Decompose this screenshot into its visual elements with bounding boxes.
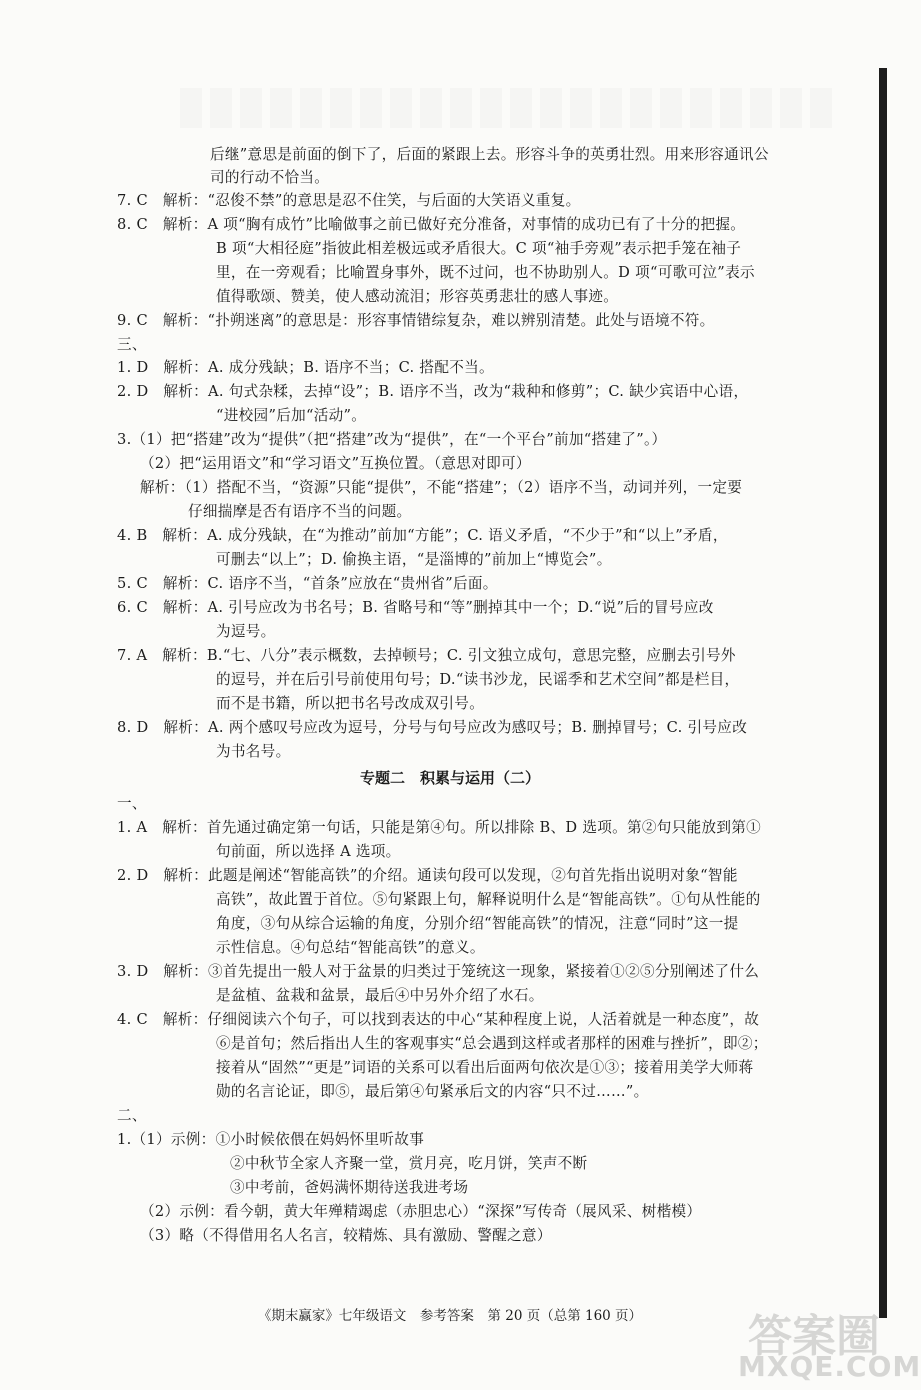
text-line: 3.（1）把“搭建”改为“提供”（把“搭建”改为“提供”，在“一个平台”前加“搭建了”。） bbox=[117, 431, 667, 448]
text-line: 9. C 解析：“扑朔迷离”的意思是：形容事情错综复杂，难以辨别清楚。此处与语境不符。 bbox=[117, 312, 715, 329]
text-line: 值得歌颂、赞美，使人感动流泪；形容英勇悲壮的感人事迹。 bbox=[216, 288, 619, 305]
text-line: 1. D 解析：A. 成分残缺；B. 语序不当；C. 搭配不当。 bbox=[117, 359, 494, 376]
text-line: （2）把“运用语文”和“学习语文”互换位置。（意思对即可） bbox=[140, 455, 531, 472]
text-line: 7. A 解析：B.“七、八分”表示概数，去掉顿号；C. 引文独立成句，意思完整，应删去引号外 bbox=[117, 647, 736, 664]
text-line: 司的行动不恰当。 bbox=[210, 169, 330, 186]
text-line: 2. D 解析：A. 句式杂糅，去掉“设”；B. 语序不当，改为“栽种和修剪”；C. 缺少宾语中心语， bbox=[117, 383, 749, 400]
text-line: 后继”意思是前面的倒下了，后面的紧跟上去。形容斗争的英勇壮烈。用来形容通讯公 bbox=[210, 146, 769, 163]
text-line: （2）示例：看今朝，黄大年殚精竭虑（赤胆忠心）“深探”写传奇（展风采、树楷模） bbox=[140, 1203, 702, 1220]
binding-edge bbox=[879, 68, 887, 1318]
text-line: 而不是书籍，所以把书名号改成双引号。 bbox=[216, 695, 485, 712]
text-line: 解析：（1）搭配不当，“资源”只能“提供”，不能“搭建”；（2）语序不当，动词并列，一定要 bbox=[140, 479, 743, 496]
section-heading: 二、 bbox=[117, 1107, 147, 1124]
text-line: 4. B 解析：A. 成分残缺，在“为推动”前加“方能”；C. 语义矛盾，“不少于”和“以上”矛盾， bbox=[117, 527, 728, 544]
text-line: 仔细揣摩是否有语序不当的问题。 bbox=[188, 503, 412, 520]
text-line: 角度，③句从综合运输的角度，分别介绍“智能高铁”的情况，注意“同时”这一提 bbox=[216, 915, 739, 932]
text-line: 8. C 解析：A 项“胸有成竹”比喻做事之前已做好充分准备，对事情的成功已有了十分的把握。 bbox=[117, 216, 746, 233]
text-line: “进校园”后加“活动”。 bbox=[216, 407, 367, 424]
text-line: 6. C 解析：A. 引号应改为书名号；B. 省略号和“等”删掉其中一个；D.“说”后的冒号应改 bbox=[117, 599, 714, 616]
text-line: （3）略（不得借用名人名言，较精炼、具有激励、警醒之意） bbox=[140, 1227, 552, 1244]
text-line: 勋的名言论证，即⑤，最后第④句紧承后文的内容“只不过……”。 bbox=[216, 1083, 649, 1100]
text-line: 句前面，所以选择 A 选项。 bbox=[216, 843, 401, 860]
text-line: 为逗号。 bbox=[216, 623, 276, 640]
text-line: 高铁”，故此置于首位。⑤句紧跟上句，解释说明什么是“智能高铁”。①句从性能的 bbox=[216, 891, 761, 908]
text-line: 是盆植、盆栽和盆景，最后④中另外介绍了水石。 bbox=[216, 987, 544, 1004]
text-line: 7. C 解析：“忍俊不禁”的意思是忍不住笑，与后面的大笑语义重复。 bbox=[117, 192, 581, 209]
watermark-logo bbox=[738, 1300, 921, 1384]
watermark-text: 答案圈 bbox=[748, 1311, 880, 1362]
bleed-through-shadow bbox=[180, 88, 840, 128]
text-line: 接着从“固然”“更是”词语的关系可以看出后面两句依次是①③；接着用美学大师蒋 bbox=[216, 1059, 754, 1076]
text-line: 可删去“以上”；D. 偷换主语，“是淄博的”前加上“博览会”。 bbox=[216, 551, 612, 568]
section-title: 专题二 积累与运用（二） bbox=[359, 769, 540, 787]
section-heading: 三、 bbox=[117, 336, 147, 353]
text-line: ③中考前，爸妈满怀期待送我进考场 bbox=[230, 1179, 469, 1196]
page-footer: 《期末赢家》七年级语文 参考答案 第 20 页（总第 160 页） bbox=[257, 1308, 643, 1324]
section-heading: 一、 bbox=[117, 795, 147, 812]
text-line: ⑥是首句；然后指出人生的客观事实“总会遇到这样或者那样的困难与挫折”，即②； bbox=[216, 1035, 768, 1052]
text-line: 5. C 解析：C. 语序不当，“首条”应放在“贵州省”后面。 bbox=[117, 575, 498, 592]
text-line: 示性信息。④句总结“智能高铁”的意义。 bbox=[216, 939, 485, 956]
text-line: ②中秋节全家人齐聚一堂，赏月亮，吃月饼，笑声不断 bbox=[230, 1155, 588, 1172]
text-line: B 项“大相径庭”指彼此相差极远或矛盾很大。C 项“袖手旁观”表示把手笼在袖子 bbox=[216, 240, 742, 257]
text-line: 为书名号。 bbox=[216, 743, 291, 760]
text-line: 4. C 解析：仔细阅读六个句子，可以找到表达的中心“某种程度上说，人活着就是一种态度”，故 bbox=[117, 1011, 760, 1028]
text-line: 8. D 解析：A. 两个感叹号应改为逗号，分号与句号应改为感叹号；B. 删掉冒号；C. 引号应改 bbox=[117, 719, 748, 736]
watermark-url: MXQE.COM bbox=[738, 1350, 921, 1383]
text-line: 2. D 解析：此题是阐述“智能高铁”的介绍。通读句段可以发现，②句首先指出说明对象“智能 bbox=[117, 867, 738, 884]
text-line: 3. D 解析：③首先提出一般人对于盆景的归类过于笼统这一现象，紧接着①②⑤分别阐述了什么 bbox=[117, 963, 760, 980]
text-line: 的逗号，并在后引号前使用句号；D.“读书沙龙，民谣季和艺术空间”都是栏目， bbox=[216, 671, 740, 688]
text-line: 1. A 解析：首先通过确定第一句话，只能是第④句。所以排除 B、D 选项。第②句只能放到第① bbox=[117, 819, 762, 836]
text-line: 1.（1）示例：①小时候依偎在妈妈怀里听故事 bbox=[117, 1131, 425, 1148]
text-line: 里，在一旁观看；比喻置身事外，既不过问，也不协助别人。D 项“可歌可泣”表示 bbox=[216, 264, 755, 281]
